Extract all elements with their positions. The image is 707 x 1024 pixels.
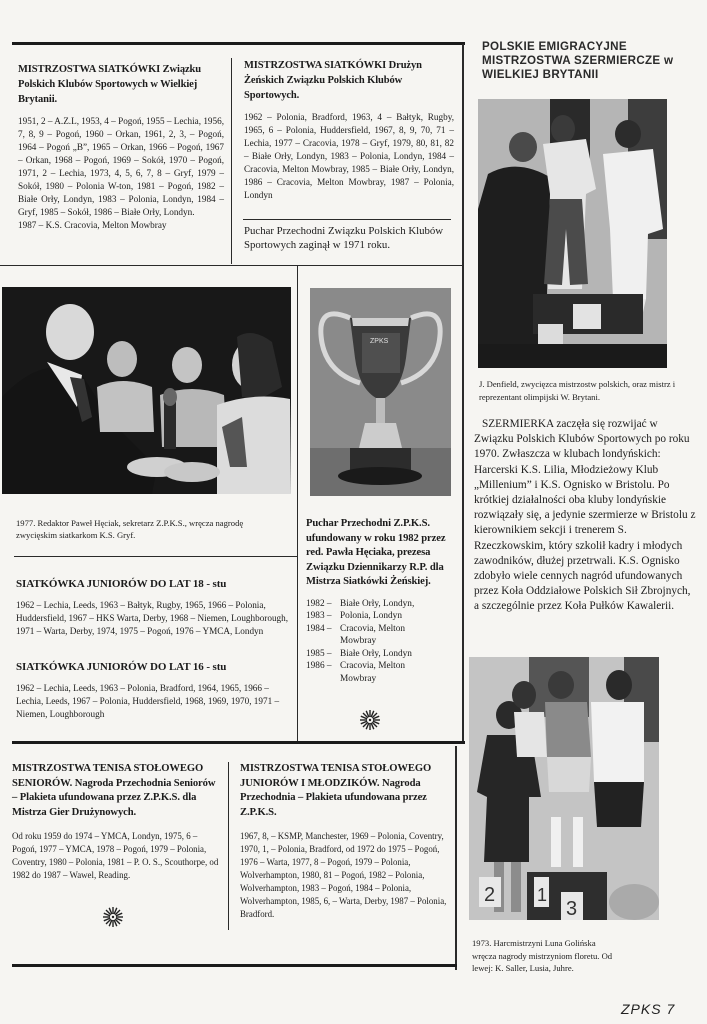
trophy-winner-row: 1985 – Białe Orły, Londyn xyxy=(306,648,412,659)
tt-seniors-results: Od roku 1959 do 1974 – YMCA, Londyn, 1975, 6 – Pogoń, 1977 – YMCA, 1978 – Pogoń, 1979 – Polonia, Coventry, 1980 – Polonia, 1981 – P. O. S., Scouthorpe, od 1982 do 1987 – Wawel, Reading. xyxy=(12,831,219,880)
fencing-girls-podium-photo xyxy=(469,657,659,920)
trophy-winner-row: 1982 – Białe Orły, Londyn, xyxy=(306,598,415,609)
volleyball-women-section xyxy=(244,58,454,202)
top-box-bottom-rule xyxy=(0,265,464,266)
girls-podium-illustration xyxy=(469,657,659,920)
trophy-winner-row: 1984 – Cracovia, Melton Mowbray xyxy=(306,623,406,646)
volleyball-women-note: Puchar Przechodni Związku Polskich Klubów Sportowych zaginął w 1971 roku. xyxy=(244,225,444,251)
trophy-title: Puchar Przechodni Z.P.K.S. ufundowany w roku 1982 przez red. Pawła Hęciaka, prezesa Związku Dziennikarzy R.P. dla Mistrza Siatkówki Żeńskiej. xyxy=(306,518,446,587)
juniors18-title: SIATKÓWKA JUNIORÓW DO LAT 18 - stu xyxy=(16,578,227,590)
tt-right-border xyxy=(455,746,457,970)
svg-text:ZPKS: ZPKS xyxy=(370,338,389,345)
svg-text:3: 3 xyxy=(566,898,578,920)
bottom-rule xyxy=(12,964,457,967)
volleyball-women-results: 1962 – Polonia, Bradford, 1963, 4 – Bałtyk, Rugby, 1965, 6 – Polonia, Huddersfield, 1967, 8, 9, 70, 71 – Lechia, 1977 – Cracovia, 1978 – Gryf, 1979, 80, 81, 82 – Białe Orły, Londyn, 1983 – Polonia, Londyn, 1984 – Cracovia, Melton Mowbray, 1985 – Białe Orły, Londyn, 1986 – Cracovia, Melton Mowbray, 1987 – Polonia, Londyn xyxy=(244,112,454,200)
volleyball-women-title: MISTRZOSTWA SIATKÓWKI Drużyn Żeńskich Związku Polskich Klubów Sportowych. xyxy=(244,60,422,101)
fencing-article xyxy=(474,417,696,615)
award-ceremony-illustration xyxy=(2,287,291,494)
trophy-winners-list xyxy=(306,598,456,686)
fencers-illustration xyxy=(478,99,667,368)
fencing-photo2-caption: 1973. Harcmistrzyni Luna Golińska wręcza nagrody mistrzyniom floretu. Od lewej: K. Saller, Lusia, Juhre. xyxy=(472,938,613,973)
tt-left-border xyxy=(228,762,229,930)
page-footer: ZPKS 7 xyxy=(621,1001,676,1017)
svg-text:1: 1 xyxy=(537,885,548,905)
volleyball-men-title: MISTRZOSTWA SIATKÓWKI Związku Polskich Klubów Sportowych w Wielkiej Brytanii. xyxy=(18,64,202,105)
top-rule xyxy=(12,42,465,45)
trophy-cup-illustration xyxy=(310,288,451,496)
top-box-right-border xyxy=(462,44,464,266)
volleyball-men-results-last: 1987 – K.S. Cracovia, Melton Mowbray xyxy=(18,220,167,230)
volleyball-men-section xyxy=(18,62,224,232)
juniors16-section xyxy=(16,660,292,721)
fencing-photo1-caption: J. Denfield, zwycięzca mistrzostw polskich, oraz mistrz i reprezentant olimpijski W. Brytani. xyxy=(479,379,676,402)
fencing-article-lead: SZERMIERKA xyxy=(482,418,554,430)
tt-seniors-title: MISTRZOSTWA TENISA STOŁOWEGO SENIORÓW. Nagroda Przechodnia Seniorów – Plakieta ufundowana przez Z.P.K.S. dla Mistrza Gier Drużynowych. xyxy=(12,763,216,818)
fencing-title: POLSKIE EMIGRACYJNE MISTRZOSTWA SZERMIERCZE w WIELKIEJ BRYTANII xyxy=(482,40,674,81)
top-box-divider xyxy=(231,58,232,264)
sunburst-ornament-icon xyxy=(359,709,381,731)
tt-juniors-section xyxy=(240,762,452,921)
middle-right-border xyxy=(462,265,464,743)
trophy-photo xyxy=(310,288,451,496)
trophy-winner-row: 1986 – Cracovia, Melton Mowbray xyxy=(306,661,406,684)
caption-rule xyxy=(14,556,297,557)
tt-seniors-section xyxy=(12,762,222,882)
juniors18-results: 1962 – Lechia, Leeds, 1963 – Bałtyk, Rugby, 1965, 1966 – Polonia, Huddersfield, 1967 – HKS Warta, Derby, 1968 – Niemen, Loughborough, 1971 – Warta, Derby, 1974, 1975 – Pogoń, 1976 – YMCA, Londyn xyxy=(16,600,289,636)
juniors16-title: SIATKÓWKA JUNIORÓW DO LAT 16 - stu xyxy=(16,661,227,673)
middle-divider xyxy=(297,265,298,743)
volleyball-men-results: 1951, 2 – A.Z.L, 1953, 4 – Pogoń, 1955 – Lechia, 1956, 7, 8, 9 – Pogoń, 1960 – Orkan, 1961, 2, 3, – Pogoń, 1964 – Pogoń „B”, 1965 – Orkan, 1966 – Pogoń, 1967 – Orkan, 1968 – Pogoń, 1969 – Sokół, 1970 – Pogoń, 1971, 2 – Lechia, 1973, 4, 5, 6, 7, 8 – Gryf, 1979 – Sokół, 1980 – Polonia W-ton, 1981 – Pogoń, 1982 – Białe Orły, Londyn, 1983 – Polonia, Londyn, 1984 – Gryf, 1985 – Sokół, 1986 – Białe Orły, Londyn. xyxy=(18,116,224,217)
tt-juniors-title: MISTRZOSTWA TENISA STOŁOWEGO JUNIORÓW I MŁODZIKÓW. Nagroda Przechodnia – Plakieta ufundowana przez Z.P.K.S. xyxy=(240,763,432,818)
fencing-article-body: zaczęła się rozwijać w Związku Polskich Klubów Sportowych po roku 1970. Zwłaszcza w klubach londyńskich: Harcerski K.S. Lilia, Młodzieżowy Klub „Millenium” i K.S. Ognisko w Bristolu. Po krótkiej działalności oba kluby londyńskie rozwiązały się, a jedynie szermierze w Bristolu z kierownikiem sekcji i trenerem S. Rzeczkowskim, który szkolił kadry i młodych zawodników, dłużej przetrwali. K.S. Ognisko zdobyło wiele cennych nagród ufundowanych przez Koła Oddziałowe Polskich Sił Zbrojnych, a szczególnie przez Koła Pułków Kawalerii. xyxy=(474,418,696,613)
volleyball-award-photo xyxy=(2,287,291,494)
trophy-section xyxy=(306,517,456,685)
tt-top-rule xyxy=(12,741,465,744)
juniors16-results: 1962 – Lechia, Leeds, 1963 – Polonia, Bradford, 1964, 1965, 1966 – Lechia, Leeds, 1967 – Polonia, Huddersfield, 1968, 1969, 1970, 1971 – Niemen, Loughborough xyxy=(16,683,280,719)
fencing-podium-photo xyxy=(478,99,667,368)
women-note-rule xyxy=(243,219,451,220)
svg-text:2: 2 xyxy=(484,884,496,906)
tt-juniors-results: 1967, 8, – KSMP, Manchester, 1969 – Polonia, Coventry, 1970, 1, – Polonia, Bradford, od 1972 do 1975 – Pogoń, 1976 – Warta, 1977, 8 – Pogoń, 1979 – Polonia, Wolverhampton, 1980, 81 – Pogoń, 1982 – Polonia, Wolverhampton, 1983 – Pogoń, 1984 – Polonia, Wolverhampton, 1985, 6, – Warta, Derby, 1987 – Polonia, Bradford. xyxy=(240,831,447,919)
trophy-winner-row: 1983 – Polonia, Londyn xyxy=(306,611,402,621)
juniors18-section xyxy=(16,577,292,638)
sunburst-ornament-icon xyxy=(102,906,124,928)
volleyball-award-caption: 1977. Redaktor Paweł Hęciak, sekretarz Z.P.K.S., wręcza nagrodę zwycięskim siatkarkom K.S. Gryf. xyxy=(16,518,244,540)
